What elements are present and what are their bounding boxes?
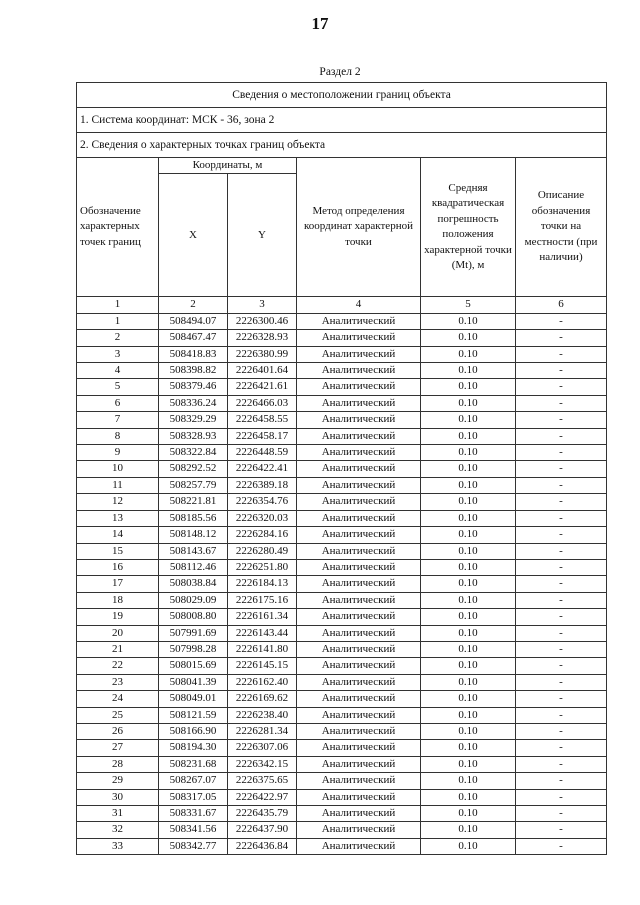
mean-error-cell: 0.10 (421, 723, 516, 739)
column-number-2: 2 (159, 297, 228, 313)
table-row (77, 477, 607, 493)
table-row (77, 346, 607, 362)
y-coordinate-cell: 2226437.90 (228, 822, 297, 838)
mean-error-cell: 0.10 (421, 641, 516, 657)
y-coordinate-cell: 2226375.65 (228, 773, 297, 789)
table-row (77, 740, 607, 756)
table-row (77, 691, 607, 707)
coord-system: 1. Система координат: МСК - 36, зона 2 (77, 108, 607, 133)
x-coordinate-cell: 508143.67 (159, 543, 228, 559)
mean-error-cell: 0.10 (421, 625, 516, 641)
method-cell: Аналитический (297, 559, 421, 575)
point-number-cell: 8 (77, 428, 159, 444)
y-coordinate-cell: 2226422.97 (228, 789, 297, 805)
point-number-cell: 25 (77, 707, 159, 723)
y-coordinate-cell: 2226320.03 (228, 510, 297, 526)
method-cell: Аналитический (297, 330, 421, 346)
y-coordinate-cell: 2226175.16 (228, 592, 297, 608)
method-cell: Аналитический (297, 461, 421, 477)
point-number-cell: 32 (77, 822, 159, 838)
point-number-cell: 7 (77, 412, 159, 428)
table-row (77, 510, 607, 526)
y-coordinate-cell: 2226435.79 (228, 806, 297, 822)
mean-error-cell: 0.10 (421, 576, 516, 592)
y-coordinate-cell: 2226284.16 (228, 527, 297, 543)
method-cell: Аналитический (297, 658, 421, 674)
mean-error-cell: 0.10 (421, 461, 516, 477)
point-number-cell: 11 (77, 477, 159, 493)
method-cell: Аналитический (297, 674, 421, 690)
method-cell: Аналитический (297, 723, 421, 739)
x-coordinate-cell: 508267.07 (159, 773, 228, 789)
x-coordinate-cell: 508418.83 (159, 346, 228, 362)
x-coordinate-cell: 508331.67 (159, 806, 228, 822)
x-coordinate-cell: 508398.82 (159, 363, 228, 379)
table-row (77, 363, 607, 379)
description-cell: - (516, 494, 607, 510)
x-coordinate-cell: 508015.69 (159, 658, 228, 674)
mean-error-cell: 0.10 (421, 477, 516, 493)
x-coordinate-cell: 508194.30 (159, 740, 228, 756)
x-coordinate-cell: 508112.46 (159, 559, 228, 575)
method-cell: Аналитический (297, 510, 421, 526)
x-coordinate-cell: 507991.69 (159, 625, 228, 641)
point-number-cell: 28 (77, 756, 159, 772)
point-number-cell: 31 (77, 806, 159, 822)
table-row (77, 674, 607, 690)
point-number-cell: 12 (77, 494, 159, 510)
column-number-5: 5 (421, 297, 516, 313)
header-description: Описание обозначения точки на местности (при наличии) (516, 158, 607, 297)
description-cell: - (516, 412, 607, 428)
point-number-cell: 1 (77, 313, 159, 329)
y-coordinate-cell: 2226307.06 (228, 740, 297, 756)
mean-error-cell: 0.10 (421, 445, 516, 461)
point-number-cell: 5 (77, 379, 159, 395)
mean-error-cell: 0.10 (421, 707, 516, 723)
point-number-cell: 18 (77, 592, 159, 608)
x-coordinate-cell: 507998.28 (159, 641, 228, 657)
description-cell: - (516, 559, 607, 575)
y-coordinate-cell: 2226162.40 (228, 674, 297, 690)
method-cell: Аналитический (297, 395, 421, 411)
section-label: Раздел 2 (319, 66, 361, 78)
y-coordinate-cell: 2226300.46 (228, 313, 297, 329)
y-coordinate-cell: 2226145.15 (228, 658, 297, 674)
mean-error-cell: 0.10 (421, 756, 516, 772)
x-coordinate-cell: 508041.39 (159, 674, 228, 690)
y-coordinate-cell: 2226448.59 (228, 445, 297, 461)
description-cell: - (516, 477, 607, 493)
table-row (77, 641, 607, 657)
header-point: Обозначение характерных точек границ (77, 158, 159, 297)
y-coordinate-cell: 2226436.84 (228, 838, 297, 854)
method-cell: Аналитический (297, 543, 421, 559)
description-cell: - (516, 330, 607, 346)
method-cell: Аналитический (297, 789, 421, 805)
x-coordinate-cell: 508148.12 (159, 527, 228, 543)
table-title: Сведения о местоположении границ объекта (77, 83, 607, 108)
method-cell: Аналитический (297, 838, 421, 854)
method-cell: Аналитический (297, 494, 421, 510)
y-coordinate-cell: 2226458.55 (228, 412, 297, 428)
mean-error-cell: 0.10 (421, 559, 516, 575)
table-row (77, 330, 607, 346)
point-number-cell: 10 (77, 461, 159, 477)
description-cell: - (516, 543, 607, 559)
y-coordinate-cell: 2226354.76 (228, 494, 297, 510)
point-number-cell: 9 (77, 445, 159, 461)
table-row (77, 609, 607, 625)
description-cell: - (516, 806, 607, 822)
method-cell: Аналитический (297, 609, 421, 625)
table-row (77, 789, 607, 805)
mean-error-cell: 0.10 (421, 346, 516, 362)
description-cell: - (516, 379, 607, 395)
method-cell: Аналитический (297, 363, 421, 379)
point-number-cell: 6 (77, 395, 159, 411)
y-coordinate-cell: 2226458.17 (228, 428, 297, 444)
point-number-cell: 30 (77, 789, 159, 805)
mean-error-cell: 0.10 (421, 740, 516, 756)
method-cell: Аналитический (297, 641, 421, 657)
point-number-cell: 14 (77, 527, 159, 543)
description-cell: - (516, 674, 607, 690)
description-cell: - (516, 576, 607, 592)
table-row (77, 559, 607, 575)
mean-error-cell: 0.10 (421, 363, 516, 379)
description-cell: - (516, 723, 607, 739)
point-number-cell: 15 (77, 543, 159, 559)
point-number-cell: 17 (77, 576, 159, 592)
description-cell: - (516, 822, 607, 838)
x-coordinate-cell: 508257.79 (159, 477, 228, 493)
method-cell: Аналитический (297, 773, 421, 789)
y-coordinate-cell: 2226280.49 (228, 543, 297, 559)
y-coordinate-cell: 2226184.13 (228, 576, 297, 592)
point-number-cell: 2 (77, 330, 159, 346)
description-cell: - (516, 346, 607, 362)
point-number-cell: 33 (77, 838, 159, 854)
mean-error-cell: 0.10 (421, 658, 516, 674)
table-row (77, 592, 607, 608)
table-row (77, 445, 607, 461)
table-row (77, 313, 607, 329)
table-body (77, 83, 607, 855)
header-row-top (77, 158, 607, 174)
page-number: 17 (311, 14, 329, 33)
table-row (77, 723, 607, 739)
mean-error-cell: 0.10 (421, 330, 516, 346)
y-coordinate-cell: 2226161.34 (228, 609, 297, 625)
method-cell: Аналитический (297, 412, 421, 428)
table-row (77, 461, 607, 477)
x-coordinate-cell: 508336.24 (159, 395, 228, 411)
mean-error-cell: 0.10 (421, 822, 516, 838)
description-cell: - (516, 395, 607, 411)
y-coordinate-cell: 2226342.15 (228, 756, 297, 772)
point-number-cell: 26 (77, 723, 159, 739)
y-coordinate-cell: 2226281.34 (228, 723, 297, 739)
point-number-cell: 24 (77, 691, 159, 707)
description-cell: - (516, 658, 607, 674)
mean-error-cell: 0.10 (421, 674, 516, 690)
point-number-cell: 23 (77, 674, 159, 690)
description-cell: - (516, 625, 607, 641)
column-number-1: 1 (77, 297, 159, 313)
method-cell: Аналитический (297, 445, 421, 461)
method-cell: Аналитический (297, 756, 421, 772)
point-number-cell: 27 (77, 740, 159, 756)
table-row (77, 412, 607, 428)
y-coordinate-cell: 2226169.62 (228, 691, 297, 707)
table-row (77, 527, 607, 543)
point-number-cell: 20 (77, 625, 159, 641)
description-cell: - (516, 527, 607, 543)
description-cell: - (516, 740, 607, 756)
description-cell: - (516, 609, 607, 625)
y-coordinate-cell: 2226466.03 (228, 395, 297, 411)
mean-error-cell: 0.10 (421, 313, 516, 329)
x-coordinate-cell: 508166.90 (159, 723, 228, 739)
header-coords-group: Координаты, м (159, 158, 297, 174)
description-cell: - (516, 461, 607, 477)
mean-error-cell: 0.10 (421, 592, 516, 608)
table-row (77, 395, 607, 411)
x-coordinate-cell: 508467.47 (159, 330, 228, 346)
column-number-6: 6 (516, 297, 607, 313)
mean-error-cell: 0.10 (421, 412, 516, 428)
coord-system-row (77, 108, 607, 133)
mean-error-cell: 0.10 (421, 379, 516, 395)
table-row (77, 838, 607, 854)
mean-error-cell: 0.10 (421, 691, 516, 707)
table-title-row (77, 83, 607, 108)
y-coordinate-cell: 2226401.64 (228, 363, 297, 379)
y-coordinate-cell: 2226143.44 (228, 625, 297, 641)
y-coordinate-cell: 2226380.99 (228, 346, 297, 362)
x-coordinate-cell: 508185.56 (159, 510, 228, 526)
description-cell: - (516, 756, 607, 772)
table-row (77, 773, 607, 789)
header-x: X (159, 174, 228, 297)
mean-error-cell: 0.10 (421, 428, 516, 444)
x-coordinate-cell: 508292.52 (159, 461, 228, 477)
method-cell: Аналитический (297, 691, 421, 707)
description-cell: - (516, 773, 607, 789)
boundary-points-table (76, 82, 607, 855)
x-coordinate-cell: 508121.59 (159, 707, 228, 723)
points-heading: 2. Сведения о характерных точках границ объекта (77, 133, 607, 158)
table-row (77, 707, 607, 723)
point-number-cell: 13 (77, 510, 159, 526)
description-cell: - (516, 691, 607, 707)
mean-error-cell: 0.10 (421, 806, 516, 822)
mean-error-cell: 0.10 (421, 395, 516, 411)
method-cell: Аналитический (297, 346, 421, 362)
mean-error-cell: 0.10 (421, 494, 516, 510)
y-coordinate-cell: 2226422.41 (228, 461, 297, 477)
description-cell: - (516, 838, 607, 854)
mean-error-cell: 0.10 (421, 510, 516, 526)
x-coordinate-cell: 508231.68 (159, 756, 228, 772)
table-row (77, 379, 607, 395)
point-number-cell: 21 (77, 641, 159, 657)
x-coordinate-cell: 508342.77 (159, 838, 228, 854)
mean-error-cell: 0.10 (421, 789, 516, 805)
header-y: Y (228, 174, 297, 297)
x-coordinate-cell: 508038.84 (159, 576, 228, 592)
x-coordinate-cell: 508379.46 (159, 379, 228, 395)
method-cell: Аналитический (297, 379, 421, 395)
x-coordinate-cell: 508322.84 (159, 445, 228, 461)
x-coordinate-cell: 508221.81 (159, 494, 228, 510)
method-cell: Аналитический (297, 592, 421, 608)
description-cell: - (516, 428, 607, 444)
table-row (77, 625, 607, 641)
table-row (77, 543, 607, 559)
y-coordinate-cell: 2226238.40 (228, 707, 297, 723)
x-coordinate-cell: 508494.07 (159, 313, 228, 329)
method-cell: Аналитический (297, 806, 421, 822)
point-number-cell: 29 (77, 773, 159, 789)
column-number-4: 4 (297, 297, 421, 313)
method-cell: Аналитический (297, 428, 421, 444)
method-cell: Аналитический (297, 527, 421, 543)
point-number-cell: 19 (77, 609, 159, 625)
x-coordinate-cell: 508328.93 (159, 428, 228, 444)
method-cell: Аналитический (297, 822, 421, 838)
header-method: Метод определения координат характерной точки (297, 158, 421, 297)
table-row (77, 756, 607, 772)
table-row (77, 428, 607, 444)
y-coordinate-cell: 2226328.93 (228, 330, 297, 346)
x-coordinate-cell: 508049.01 (159, 691, 228, 707)
table-row (77, 576, 607, 592)
x-coordinate-cell: 508329.29 (159, 412, 228, 428)
mean-error-cell: 0.10 (421, 609, 516, 625)
table-row (77, 822, 607, 838)
method-cell: Аналитический (297, 740, 421, 756)
method-cell: Аналитический (297, 477, 421, 493)
point-number-cell: 16 (77, 559, 159, 575)
method-cell: Аналитический (297, 576, 421, 592)
method-cell: Аналитический (297, 707, 421, 723)
description-cell: - (516, 363, 607, 379)
x-coordinate-cell: 508341.56 (159, 822, 228, 838)
column-number-row (77, 297, 607, 313)
mean-error-cell: 0.10 (421, 773, 516, 789)
description-cell: - (516, 789, 607, 805)
point-number-cell: 22 (77, 658, 159, 674)
mean-error-cell: 0.10 (421, 543, 516, 559)
description-cell: - (516, 641, 607, 657)
header-error: Средняя квадратическая погрешность положения характерной точки (Mt), м (421, 158, 516, 297)
description-cell: - (516, 707, 607, 723)
table-row (77, 494, 607, 510)
description-cell: - (516, 510, 607, 526)
x-coordinate-cell: 508008.80 (159, 609, 228, 625)
table-row (77, 658, 607, 674)
description-cell: - (516, 592, 607, 608)
method-cell: Аналитический (297, 625, 421, 641)
y-coordinate-cell: 2226141.80 (228, 641, 297, 657)
mean-error-cell: 0.10 (421, 838, 516, 854)
point-number-cell: 4 (77, 363, 159, 379)
y-coordinate-cell: 2226421.61 (228, 379, 297, 395)
y-coordinate-cell: 2226251.80 (228, 559, 297, 575)
y-coordinate-cell: 2226389.18 (228, 477, 297, 493)
points-heading-row (77, 133, 607, 158)
table-row (77, 806, 607, 822)
description-cell: - (516, 313, 607, 329)
method-cell: Аналитический (297, 313, 421, 329)
description-cell: - (516, 445, 607, 461)
column-number-3: 3 (228, 297, 297, 313)
mean-error-cell: 0.10 (421, 527, 516, 543)
point-number-cell: 3 (77, 346, 159, 362)
x-coordinate-cell: 508029.09 (159, 592, 228, 608)
x-coordinate-cell: 508317.05 (159, 789, 228, 805)
